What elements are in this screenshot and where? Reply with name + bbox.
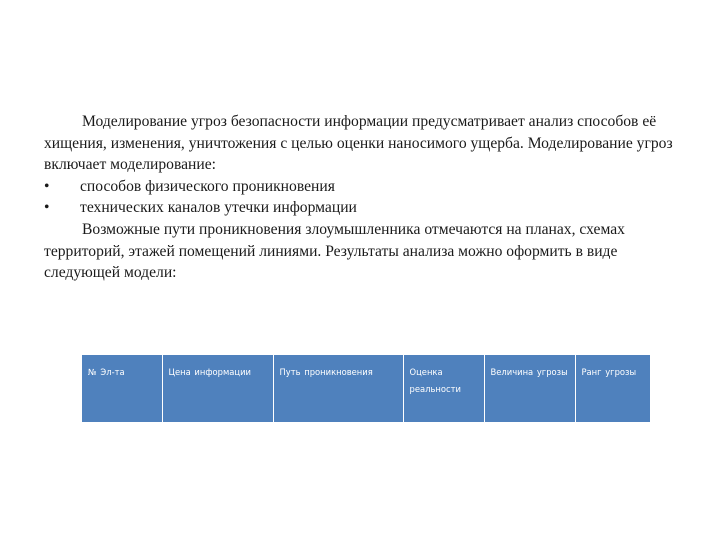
conclusion-paragraph: Возможные пути проникновения злоумышленника отмечаются на планах, схемах территорий, этажей помещений линиями. Результаты анализа можно оформить в виде следующей модели:: [44, 220, 625, 282]
list-item: [44, 176, 684, 198]
threat-model-table: [82, 355, 650, 422]
list-item-text: технических каналов утечки информации: [80, 199, 357, 217]
list-item: [44, 197, 684, 219]
table-header-row: [82, 355, 650, 422]
column-header-penetration-path: Путь проникновения: [273, 355, 403, 422]
bullet-icon: •: [44, 177, 50, 195]
column-header-reality-assessment: Оценка реальности: [403, 355, 484, 422]
intro-paragraph: Моделирование угроз безопасности информации предусматривает анализ способов её хищения, изменения, уничтожения с целью оценки наносимого ущерба. Моделирование угроз включает моделирование:: [44, 113, 673, 174]
column-header-element-number: № Эл-та: [82, 355, 162, 422]
column-header-threat-rank: Ранг угрозы: [575, 355, 650, 422]
column-header-threat-magnitude: Величина угрозы: [484, 355, 575, 422]
column-header-info-price: Цена информации: [162, 355, 273, 422]
list-item-text: способов физического проникновения: [80, 177, 335, 195]
bullet-icon: •: [44, 199, 50, 217]
body-text: [44, 111, 684, 284]
